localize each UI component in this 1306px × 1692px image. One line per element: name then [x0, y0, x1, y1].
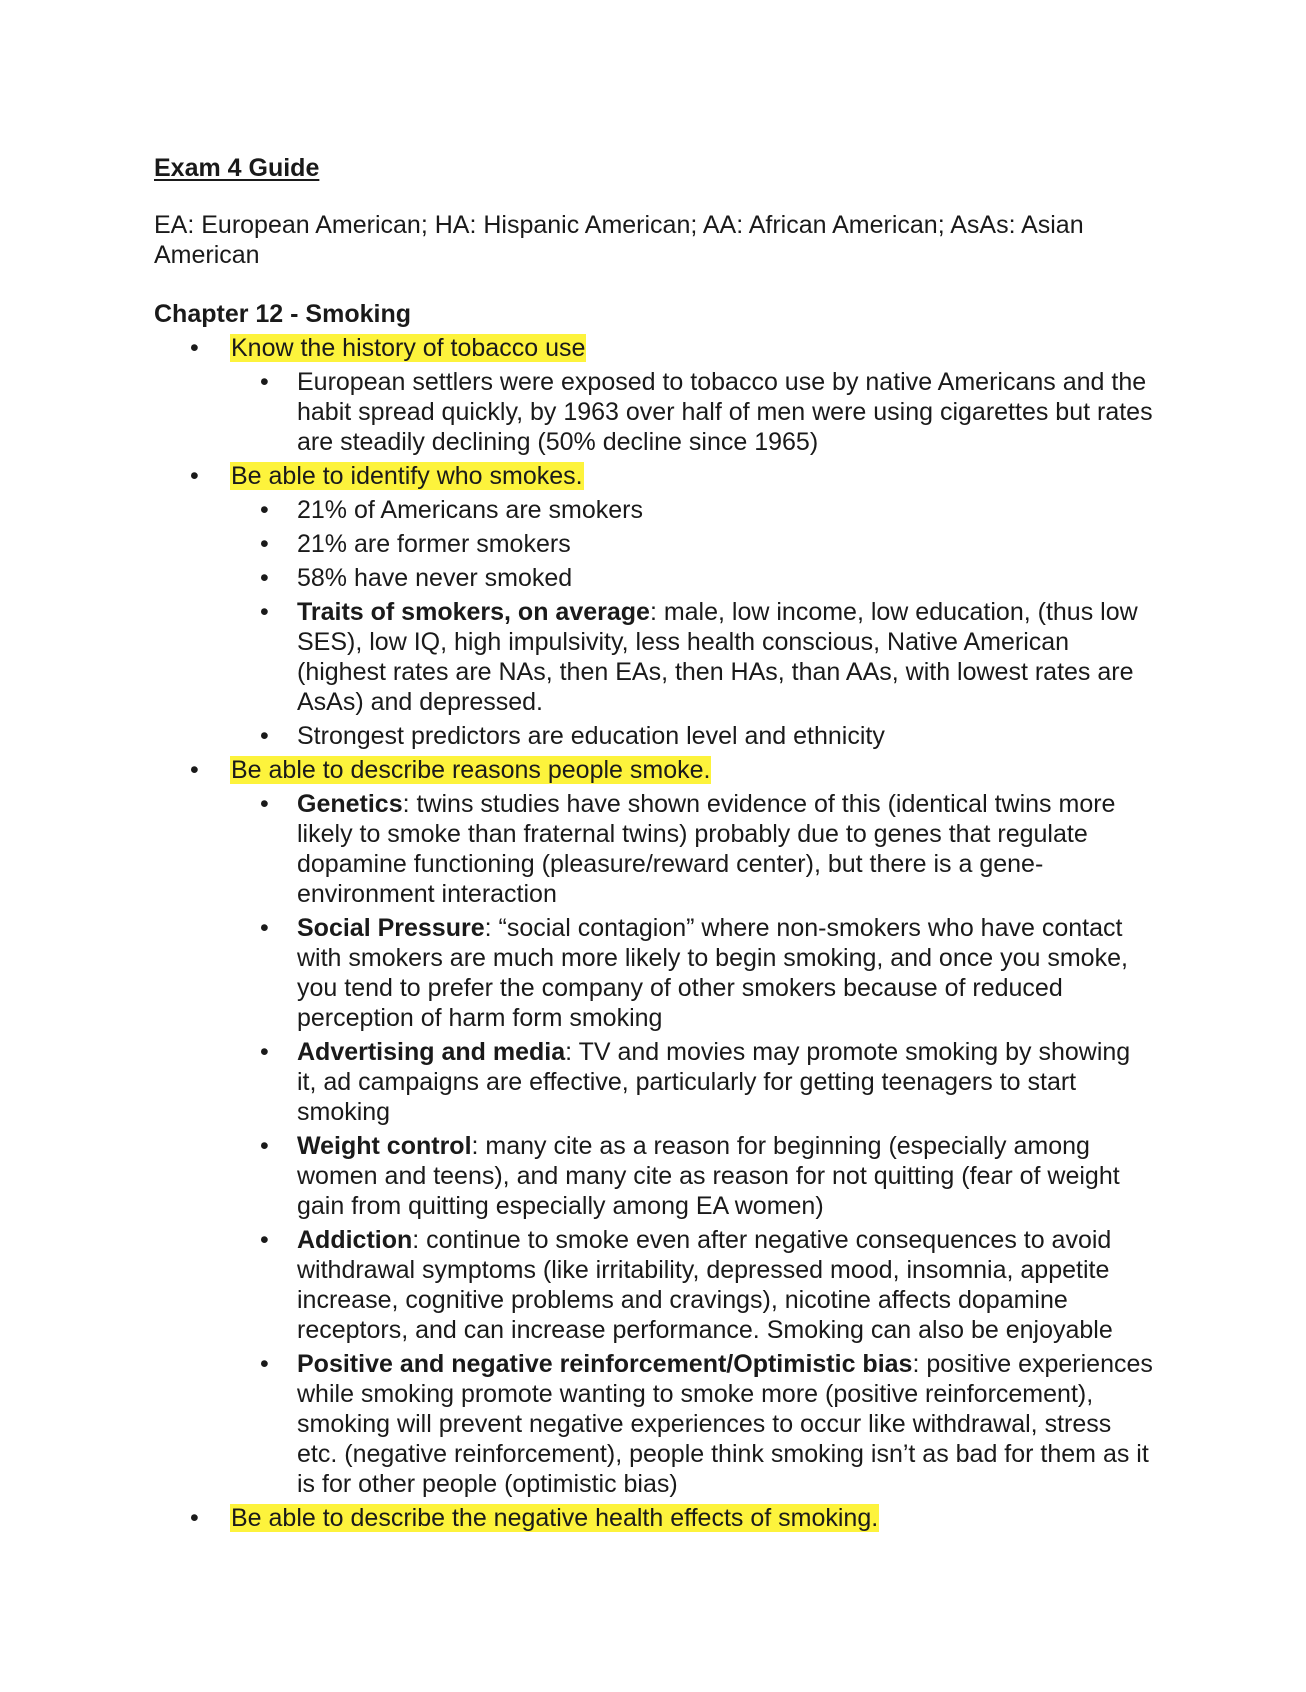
document-title: Exam 4 Guide	[154, 154, 320, 182]
sub-item-lead: Addiction	[297, 1226, 413, 1254]
bullet-icon: •	[260, 914, 269, 942]
sub-item-lead: Genetics	[297, 790, 403, 818]
sub-item-lead: Traits of smokers, on average	[297, 598, 650, 626]
sub-item	[230, 563, 1154, 593]
section-item	[154, 461, 1154, 751]
sub-item	[230, 1349, 1154, 1499]
chapter-heading: Chapter 12 - Smoking	[154, 300, 411, 328]
bullet-icon: •	[260, 1350, 269, 1378]
sub-item-text: 58% have never smoked	[297, 564, 573, 592]
bullet-icon: •	[260, 1226, 269, 1254]
sub-item-text: 21% of Americans are smokers	[297, 496, 643, 524]
sub-item-text: : TV and movies may promote smoking by showing it, ad campaigns are effective, particularly for getting teenagers to start smoking	[297, 1038, 1131, 1126]
section-item	[154, 755, 1154, 1499]
section-item	[154, 333, 1154, 457]
bullet-icon: •	[190, 756, 199, 784]
sub-item	[230, 913, 1154, 1033]
sub-item-text: Strongest predictors are education level and ethnicity	[297, 722, 885, 750]
sub-item-text: : “social contagion” where non-smokers who have contact with smokers are much more likely to begin smoking, and once you smoke, you tend to prefer the company of other smokers because of reduced perception of harm form smoking	[297, 914, 1128, 1032]
sub-item-text: : male, low income, low education, (thus low SES), low IQ, high impulsivity, less health conscious, Native American (highest rates are NAs, then EAs, then HAs, than AAs, with lowest rates are AsAs) and depressed.	[297, 598, 1138, 716]
bullet-icon: •	[260, 1038, 269, 1066]
sub-item-text: 21% are former smokers	[297, 530, 571, 558]
bullet-icon: •	[190, 1504, 199, 1532]
bullet-icon: •	[260, 1132, 269, 1160]
bullet-icon: •	[260, 564, 269, 592]
section-heading: Be able to describe reasons people smoke.	[231, 756, 711, 784]
sub-item-text: European settlers were exposed to tobacco use by native Americans and the habit spread quickly, by 1963 over half of men were using cigarettes but rates are steadily declining (50% decline since 1965)	[297, 368, 1153, 456]
section-heading: Know the history of tobacco use	[231, 334, 586, 362]
section-heading: Be able to describe the negative health effects of smoking.	[231, 1504, 879, 1532]
sub-item-text: : many cite as a reason for beginning (especially among women and teens), and many cite as reason for not quitting (fear of weight gain from quitting especially among EA women)	[297, 1132, 1120, 1220]
abbreviations-legend: EA: European American; HA: Hispanic American; AA: African American; AsAs: Asian American	[154, 211, 1084, 269]
sub-item-text: : positive experiences while smoking promote wanting to smoke more (positive reinforcement), smoking will prevent negative experiences to occur like withdrawal, stress etc. (negative reinforcement), people think smoking isn’t as bad for them as it is for other people (optimistic bias)	[297, 1350, 1153, 1498]
bullet-icon: •	[260, 368, 269, 396]
sub-item-list	[230, 367, 1154, 457]
sub-item	[230, 495, 1154, 525]
bullet-icon: •	[190, 462, 199, 490]
sub-item	[230, 1225, 1154, 1345]
bullet-icon: •	[190, 334, 199, 362]
sub-item	[230, 597, 1154, 717]
sub-item-lead: Weight control	[297, 1132, 472, 1160]
sub-item	[230, 1131, 1154, 1221]
sub-item-lead: Advertising and media	[297, 1038, 566, 1066]
bullet-icon: •	[260, 790, 269, 818]
bullet-icon: •	[260, 496, 269, 524]
bullet-icon: •	[260, 530, 269, 558]
section-list	[154, 333, 1154, 1533]
bullet-icon: •	[260, 722, 269, 750]
bullet-icon: •	[260, 598, 269, 626]
sub-item-text: : twins studies have shown evidence of this (identical twins more likely to smoke than fraternal twins) probably due to genes that regulate dopamine functioning (pleasure/reward center), but there is a gene-environment interaction	[297, 790, 1116, 908]
sub-item	[230, 1037, 1154, 1127]
sub-item	[230, 367, 1154, 457]
section-item	[154, 1503, 1154, 1533]
sub-item-lead: Positive and negative reinforcement/Optimistic bias	[297, 1350, 913, 1378]
sub-item-list	[230, 495, 1154, 751]
sub-item	[230, 789, 1154, 909]
sub-item-text: : continue to smoke even after negative consequences to avoid withdrawal symptoms (like irritability, depressed mood, insomnia, appetite increase, cognitive problems and cravings), nicotine affects dopamine receptors, and can increase performance. Smoking can also be enjoyable	[297, 1226, 1113, 1344]
sub-item-lead: Social Pressure	[297, 914, 485, 942]
sub-item	[230, 529, 1154, 559]
sub-item	[230, 721, 1154, 751]
section-heading: Be able to identify who smokes.	[231, 462, 583, 490]
sub-item-list	[230, 789, 1154, 1499]
